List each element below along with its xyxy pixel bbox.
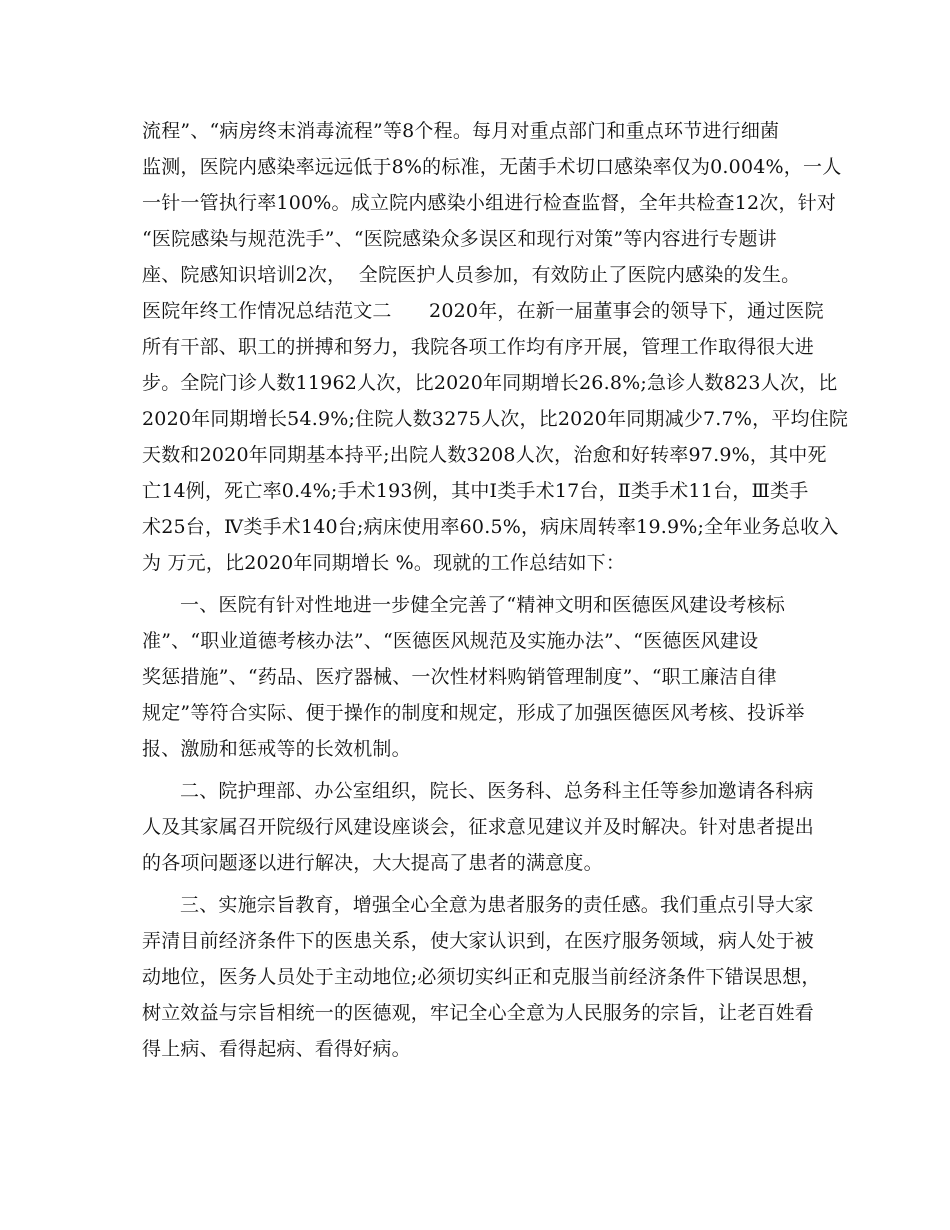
paragraph-line: 弄清目前经济条件下的医患关系，使大家认识到，在医疗服务领域，病人处于被 (142, 930, 815, 952)
paragraph-line: 得上病、看得起病、看得好病。 (142, 1038, 411, 1060)
paragraph-line: “医院感染与规范洗手”、“医院感染众多误区和现行对策”等内容进行专题讲 (142, 228, 777, 250)
paragraph-line: 座、院感知识培训2次， 全院医护人员参加，有效防止了医院内感染的发生。 (142, 264, 801, 286)
paragraph-line: 报、激励和惩戒等的长效机制。 (142, 738, 411, 760)
paragraph-line: 一、医院有针对性地进一步健全完善了“精神文明和医德医风建设考核标 (180, 594, 786, 616)
paragraph-line: 准”、“职业道德考核办法”、“医德医风规范及实施办法”、“医德医风建设 (142, 630, 759, 652)
paragraph-line: 亡14例，死亡率0.4%;手术193例，其中Ⅰ类手术17台，Ⅱ类手术11台，Ⅲ类手 (142, 480, 809, 502)
paragraph-line: 动地位，医务人员处于主动地位;必须切实纠正和克服当前经济条件下错误思想， (142, 966, 821, 988)
paragraph-line: 监测，医院内感染率远远低于8%的标准，无菌手术切口感染率仅为0.004%，一人 (142, 156, 842, 178)
paragraph-line: 为 万元，比2020年同期增长 %。现就的工作总结如下： (142, 552, 626, 574)
paragraph-line: 三、实施宗旨教育，增强全心全意为患者服务的责任感。我们重点引导大家 (180, 894, 814, 916)
section-heading-line: 医院年终工作情况总结范文二 2020年，在新一届董事会的领导下，通过医院 (142, 300, 824, 322)
paragraph-line: 规定”等符合实际、便于操作的制度和规定，形成了加强医德医风考核、投诉举 (142, 702, 805, 724)
paragraph-line: 二、院护理部、办公室组织，院长、医务科、总务科主任等参加邀请各科病 (180, 780, 814, 802)
paragraph-line: 人及其家属召开院级行风建设座谈会，征求意见建议并及时解决。针对患者提出 (142, 816, 815, 838)
paragraph-line: 术25台，Ⅳ类手术140台;病床使用率60.5%，病床周转率19.9%;全年业务总收入 (142, 516, 839, 538)
paragraph-line: 所有干部、职工的拼搏和努力，我院各项工作均有序开展，管理工作取得很大进 (142, 336, 815, 358)
paragraph-line: 天数和2020年同期基本持平;出院人数3208人次，治愈和好转率97.9%，其中死 (142, 444, 827, 466)
paragraph-line: 一针一管执行率100%。成立院内感染小组进行检查监督，全年共检查12次，针对 (142, 192, 837, 214)
paragraph-line: 的各项问题逐以进行解决，大大提高了患者的满意度。 (142, 852, 603, 874)
paragraph-line: 2020年同期增长54.9%;住院人数3275人次，比2020年同期减少7.7%，平均住院 (142, 408, 849, 430)
paragraph-line: 流程”、“病房终末消毒流程”等8个程。每月对重点部门和重点环节进行细菌 (142, 120, 780, 142)
paragraph-line: 奖惩措施”、“药品、医疗器械、一次性材料购销管理制度”、“职工廉洁自律 (142, 666, 777, 688)
paragraph-line: 树立效益与宗旨相统一的医德观，牢记全心全意为人民服务的宗旨，让老百姓看 (142, 1002, 815, 1024)
paragraph-line: 步。全院门诊人数11962人次，比2020年同期增长26.8%;急诊人数823人次，比 (142, 372, 838, 394)
